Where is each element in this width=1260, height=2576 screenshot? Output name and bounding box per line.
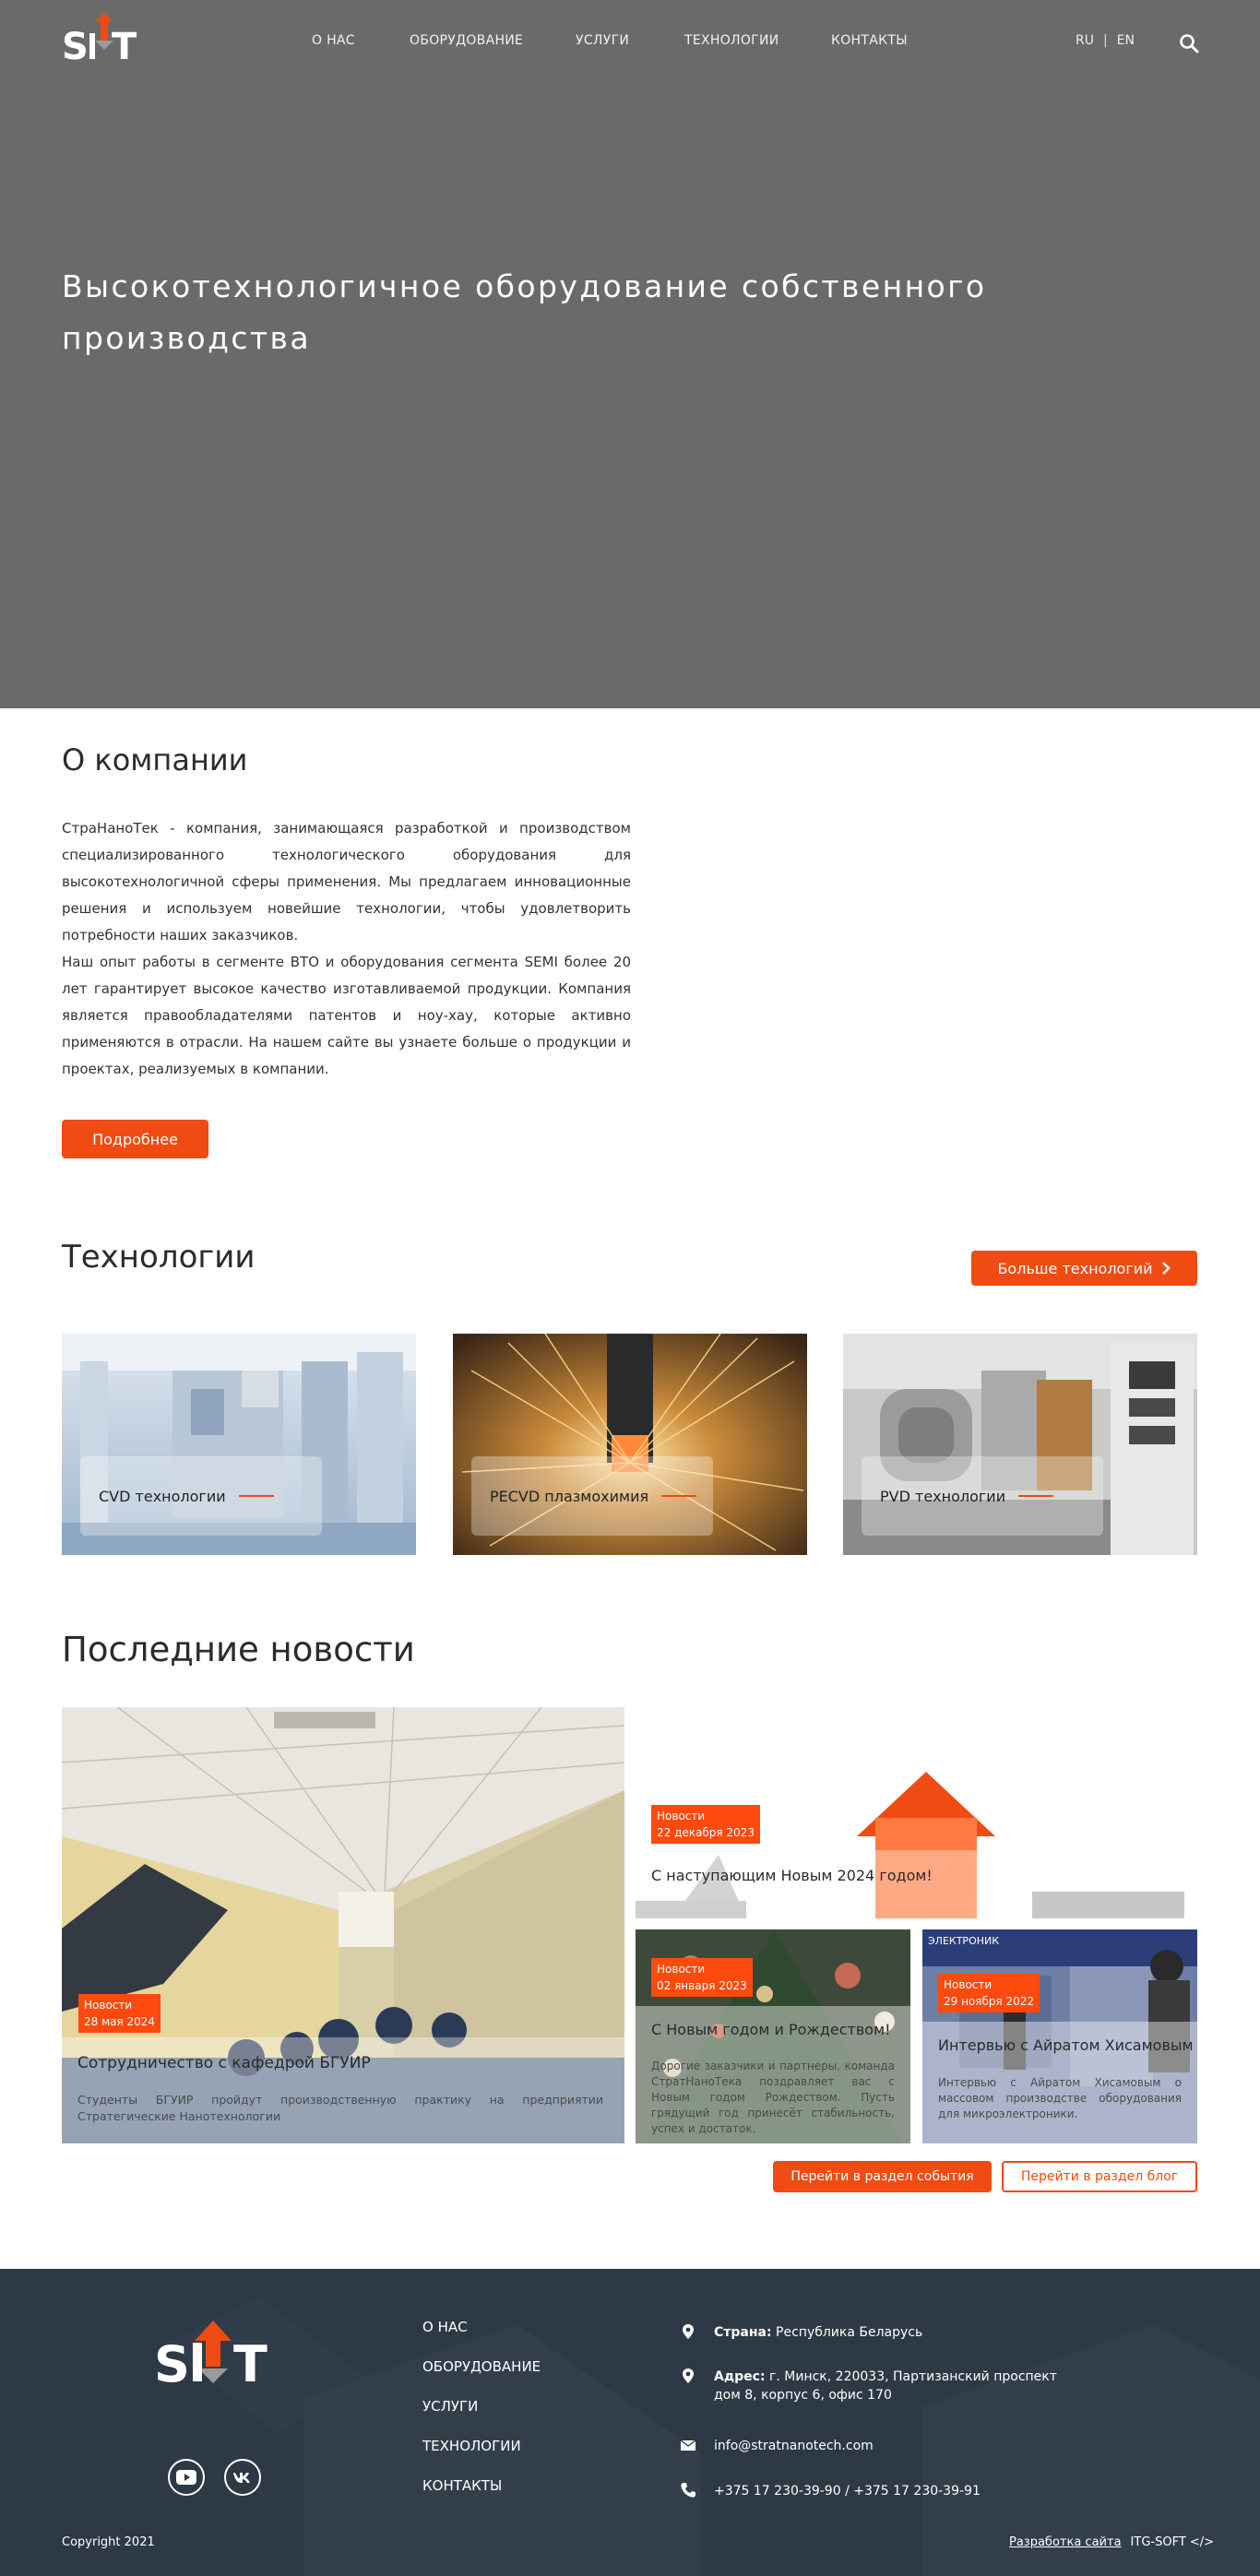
phone-icon <box>680 2482 696 2499</box>
tech-label-text: PVD технологии <box>880 1487 1006 1505</box>
accent-line <box>661 1495 696 1497</box>
news-category: Новости <box>84 1999 133 2012</box>
news-badge <box>78 1994 160 2033</box>
technologies-title: Технологии <box>62 1239 256 1276</box>
news-headline: Интервью с Айратом Хисамовым <box>938 2036 1194 2054</box>
vk-icon <box>232 2471 253 2484</box>
lang-separator: | <box>1102 33 1108 48</box>
news-description: Интервью с Айратом Хисамовым о массовом производстве оборудования для микроэлектроники. <box>938 2076 1182 2120</box>
vk-link[interactable] <box>224 2459 261 2496</box>
youtube-link[interactable] <box>168 2459 205 2496</box>
tech-label <box>862 1456 1103 1536</box>
news-badge <box>651 1958 753 1997</box>
news-category: Новости <box>657 1963 706 1976</box>
main-nav <box>310 33 908 48</box>
svg-text:S: S <box>154 2335 190 2393</box>
about-paragraph: Наш опыт работы в сегменте ВТО и оборудования сегмента SEMI более 20 лет гарантирует высокое качество изготавливаемой продукции. Компания является правообладателями патентов и ноу-хау, которые активно применяются в отрасли. На нашем сайте вы узнаете больше о продукции и проектах, реализуемых в компании. <box>62 954 631 1077</box>
address-label: Адрес: <box>714 2369 766 2384</box>
hero-section <box>0 0 1260 708</box>
news-card-christmas[interactable] <box>636 1929 910 2143</box>
more-technologies-label: Больше технологий <box>997 1259 1153 1277</box>
country-label: Страна: <box>714 2325 772 2340</box>
youtube-icon <box>176 2470 196 2485</box>
developer-name[interactable]: ITG-SOFT </> <box>1130 2535 1215 2549</box>
footer-logo[interactable] <box>154 2321 272 2409</box>
about-title: О компании <box>62 742 248 778</box>
footer-background <box>0 2269 1260 2576</box>
blog-section-button[interactable]: Перейти в раздел блог <box>1002 2161 1197 2192</box>
nav-technologies[interactable]: ТЕХНОЛОГИИ <box>684 33 779 48</box>
accent-line <box>239 1495 274 1497</box>
about-paragraphs <box>62 815 631 1083</box>
footer-nav <box>422 2319 541 2517</box>
news-headline: С наступающим Новым 2024 годом! <box>651 1867 933 1884</box>
about-paragraph: СтраНаноТек - компания, занимающаяся разработкой и производством специализированного технологического оборудования для высокотехнологичной сферы применения. Мы предлагаем инновационные решения и используем новейшие технологии, чтобы удовлетворить потребности наших заказчиков. <box>62 820 631 944</box>
news-date: 29 ноября 2022 <box>944 1995 1035 2008</box>
footer-nav-services[interactable]: УСЛУГИ <box>422 2398 479 2415</box>
news-title: Последние новости <box>62 1630 415 1669</box>
language-switcher <box>1076 33 1135 48</box>
phone-value[interactable]: +375 17 230-39-90 / +375 17 230-39-91 <box>714 2484 981 2499</box>
tech-label-text: PECVD плазмохимия <box>490 1487 649 1505</box>
news-image-caption: ЭЛЕКТРОНИК <box>928 1935 1000 1947</box>
email-value[interactable]: info@stratnanotech.com <box>714 2439 874 2453</box>
nav-contacts[interactable]: КОНТАКТЫ <box>831 33 908 48</box>
nav-about[interactable]: О НАС <box>312 33 355 48</box>
tech-label-text: CVD технологии <box>99 1487 226 1505</box>
news-overlay <box>636 1850 1197 1918</box>
svg-text:T: T <box>112 26 137 66</box>
mail-icon <box>680 2437 696 2453</box>
country-value: Республика Беларусь <box>776 2325 923 2340</box>
footer-nav-equipment[interactable]: ОБОРУДОВАНИЕ <box>422 2358 541 2375</box>
news-date: 28 мая 2024 <box>84 2015 156 2028</box>
news-description: Дорогие заказчики и партнеры, команда СтратНаноТека поздравляет вас с Новым годом Рождеством. Пусть грядущий год принесёт стабильность, успех и достаток. <box>651 2060 895 2135</box>
nav-services[interactable]: УСЛУГИ <box>576 33 630 48</box>
site-logo[interactable] <box>62 13 141 66</box>
lang-en[interactable]: EN <box>1116 33 1135 48</box>
news-description: Студенты БГУИР пройдут производственную практику на предприятии Стратегические Нанотехнологии <box>77 2093 603 2123</box>
footer-nav-contacts[interactable]: КОНТАКТЫ <box>422 2477 503 2494</box>
news-badge <box>651 1805 760 1844</box>
news-category: Новости <box>944 1978 993 1991</box>
tech-card-pvd[interactable] <box>843 1334 1197 1555</box>
svg-text:S: S <box>62 26 88 66</box>
news-date: 02 января 2023 <box>657 1979 747 1992</box>
tech-card-pecvd[interactable] <box>453 1334 807 1555</box>
accent-line <box>1018 1495 1053 1497</box>
events-section-button[interactable]: Перейти в раздел события <box>773 2161 992 2192</box>
lang-ru[interactable]: RU <box>1076 33 1094 48</box>
more-technologies-button[interactable] <box>971 1251 1197 1286</box>
svg-text:T: T <box>233 2335 267 2393</box>
news-headline: С Новым годом и Рождеством! <box>651 2021 891 2038</box>
news-card-new-year-2024[interactable] <box>636 1707 1197 1918</box>
tech-card-cvd[interactable] <box>62 1334 416 1555</box>
footer-nav-technologies[interactable]: ТЕХНОЛОГИИ <box>422 2438 521 2454</box>
news-category: Новости <box>657 1810 706 1822</box>
developer-credit <box>1009 2535 1214 2549</box>
developer-label[interactable]: Разработка сайта <box>1009 2535 1122 2549</box>
news-headline: Сотрудничество с кафедрой БГУИР <box>77 2054 371 2072</box>
news-card-interview[interactable] <box>922 1929 1197 2143</box>
location-pin-icon <box>680 2368 696 2384</box>
location-pin-icon <box>680 2323 696 2340</box>
news-card-bsuir[interactable] <box>62 1707 624 2143</box>
about-more-button[interactable]: Подробнее <box>62 1120 208 1158</box>
address-value: г. Минск, 220033, Партизанский проспект дом 8, корпус 6, офис 170 <box>714 2369 1057 2403</box>
about-text <box>62 815 631 1083</box>
footer <box>0 2269 1260 2576</box>
hero-title: Высокотехнологичное оборудование собственного производства <box>62 268 987 356</box>
news-badge <box>938 1974 1040 2012</box>
tech-label <box>471 1456 713 1536</box>
chevron-right-icon <box>1160 1261 1171 1276</box>
footer-nav-about[interactable]: О НАС <box>422 2319 468 2335</box>
copyright: Copyright 2021 <box>62 2535 155 2549</box>
search-icon[interactable] <box>1179 33 1199 53</box>
tech-label <box>80 1456 322 1536</box>
nav-equipment[interactable]: ОБОРУДОВАНИЕ <box>410 33 524 48</box>
news-date: 22 декабря 2023 <box>657 1826 755 1839</box>
